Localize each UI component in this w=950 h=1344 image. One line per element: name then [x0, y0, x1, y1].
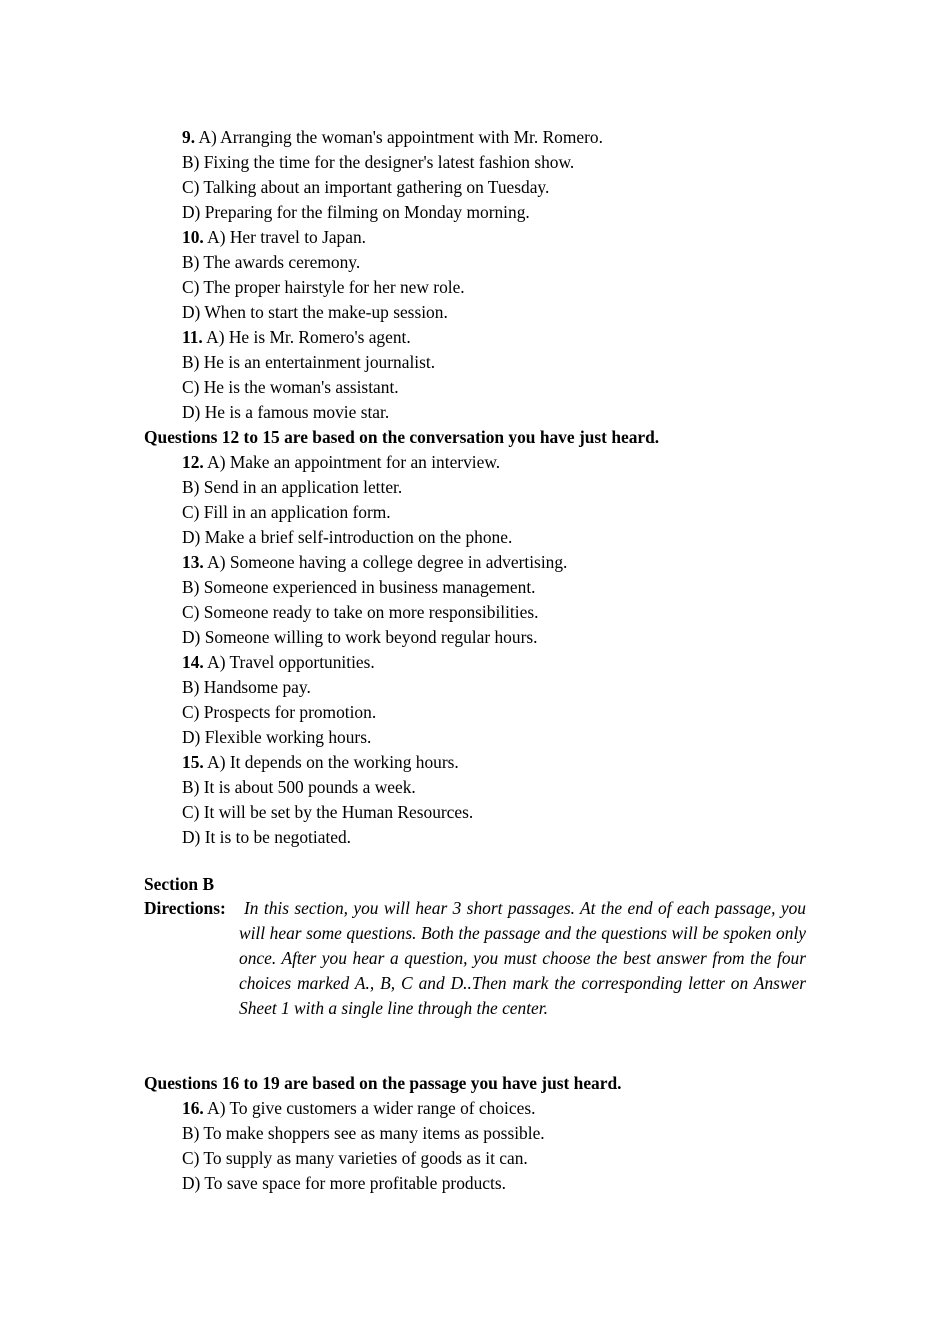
question-16-option-c: C) To supply as many varieties of goods as it can.	[182, 1148, 528, 1168]
heading-questions-16-19: Questions 16 to 19 are based on the passage you have just heard.	[144, 1073, 622, 1093]
option-text: A) Make an appointment for an interview.	[207, 452, 501, 472]
option-text: A) To give customers a wider range of choices.	[207, 1098, 536, 1118]
question-16-option-a	[182, 1096, 535, 1121]
question-14-option-c: C) Prospects for promotion.	[182, 702, 377, 722]
question-12-option-a	[182, 450, 500, 475]
question-14-option-a	[182, 650, 375, 675]
question-9-option-c: C) Talking about an important gathering on Tuesday.	[182, 177, 550, 197]
question-12-option-c: C) Fill in an application form.	[182, 502, 391, 522]
question-number: 12.	[182, 452, 204, 472]
question-15-option-b: B) It is about 500 pounds a week.	[182, 777, 416, 797]
question-16-option-d: D) To save space for more profitable products.	[182, 1173, 506, 1193]
heading-questions-12-15: Questions 12 to 15 are based on the conversation you have just heard.	[144, 427, 660, 447]
question-14-option-d: D) Flexible working hours.	[182, 727, 372, 747]
question-10-option-c: C) The proper hairstyle for her new role.	[182, 277, 465, 297]
option-text: A) He is Mr. Romero's agent.	[206, 327, 411, 347]
question-number: 16.	[182, 1098, 204, 1118]
question-15-option-c: C) It will be set by the Human Resources.	[182, 802, 474, 822]
question-15-option-a	[182, 750, 459, 775]
question-16-option-b: B) To make shoppers see as many items as possible.	[182, 1123, 545, 1143]
question-11-option-c: C) He is the woman's assistant.	[182, 377, 399, 397]
directions-label: Directions:	[144, 898, 226, 918]
question-9-option-a	[182, 125, 603, 150]
question-10-option-a	[182, 225, 366, 250]
question-13-option-d: D) Someone willing to work beyond regular hours.	[182, 627, 538, 647]
question-14-option-b: B) Handsome pay.	[182, 677, 311, 697]
question-number: 13.	[182, 552, 204, 572]
question-9-option-d: D) Preparing for the filming on Monday morning.	[182, 202, 530, 222]
question-number: 11.	[182, 327, 203, 347]
question-11-option-d: D) He is a famous movie star.	[182, 402, 390, 422]
question-number: 15.	[182, 752, 204, 772]
directions-text: In this section, you will hear 3 short passages. At the end of each passage, you will hear some questions. Both the passage and the questions will be spoken only once. After you hear a question, you must choose the best answer from the four choices marked A., B, C and D..Then mark the corresponding letter on Answer Sheet 1 with a single line through the center.	[239, 898, 806, 1018]
question-9-option-b: B) Fixing the time for the designer's latest fashion show.	[182, 152, 575, 172]
question-10-option-d: D) When to start the make-up session.	[182, 302, 448, 322]
question-number: 14.	[182, 652, 204, 672]
option-text: A) Her travel to Japan.	[207, 227, 367, 247]
section-b-title: Section B	[144, 874, 215, 894]
question-10-option-b: B) The awards ceremony.	[182, 252, 361, 272]
question-11-option-b: B) He is an entertainment journalist.	[182, 352, 436, 372]
question-12-option-b: B) Send in an application letter.	[182, 477, 403, 497]
question-12-option-d: D) Make a brief self-introduction on the phone.	[182, 527, 513, 547]
question-11-option-a	[182, 325, 411, 350]
option-text: A) Arranging the woman's appointment with Mr. Romero.	[198, 127, 603, 147]
option-text: A) It depends on the working hours.	[207, 752, 459, 772]
option-text: A) Travel opportunities.	[207, 652, 375, 672]
question-13-option-a	[182, 550, 567, 575]
option-text: A) Someone having a college degree in advertising.	[207, 552, 568, 572]
question-15-option-d: D) It is to be negotiated.	[182, 827, 352, 847]
question-13-option-b: B) Someone experienced in business management.	[182, 577, 536, 597]
question-number: 10.	[182, 227, 204, 247]
question-number: 9.	[182, 127, 196, 147]
question-13-option-c: C) Someone ready to take on more responsibilities.	[182, 602, 539, 622]
